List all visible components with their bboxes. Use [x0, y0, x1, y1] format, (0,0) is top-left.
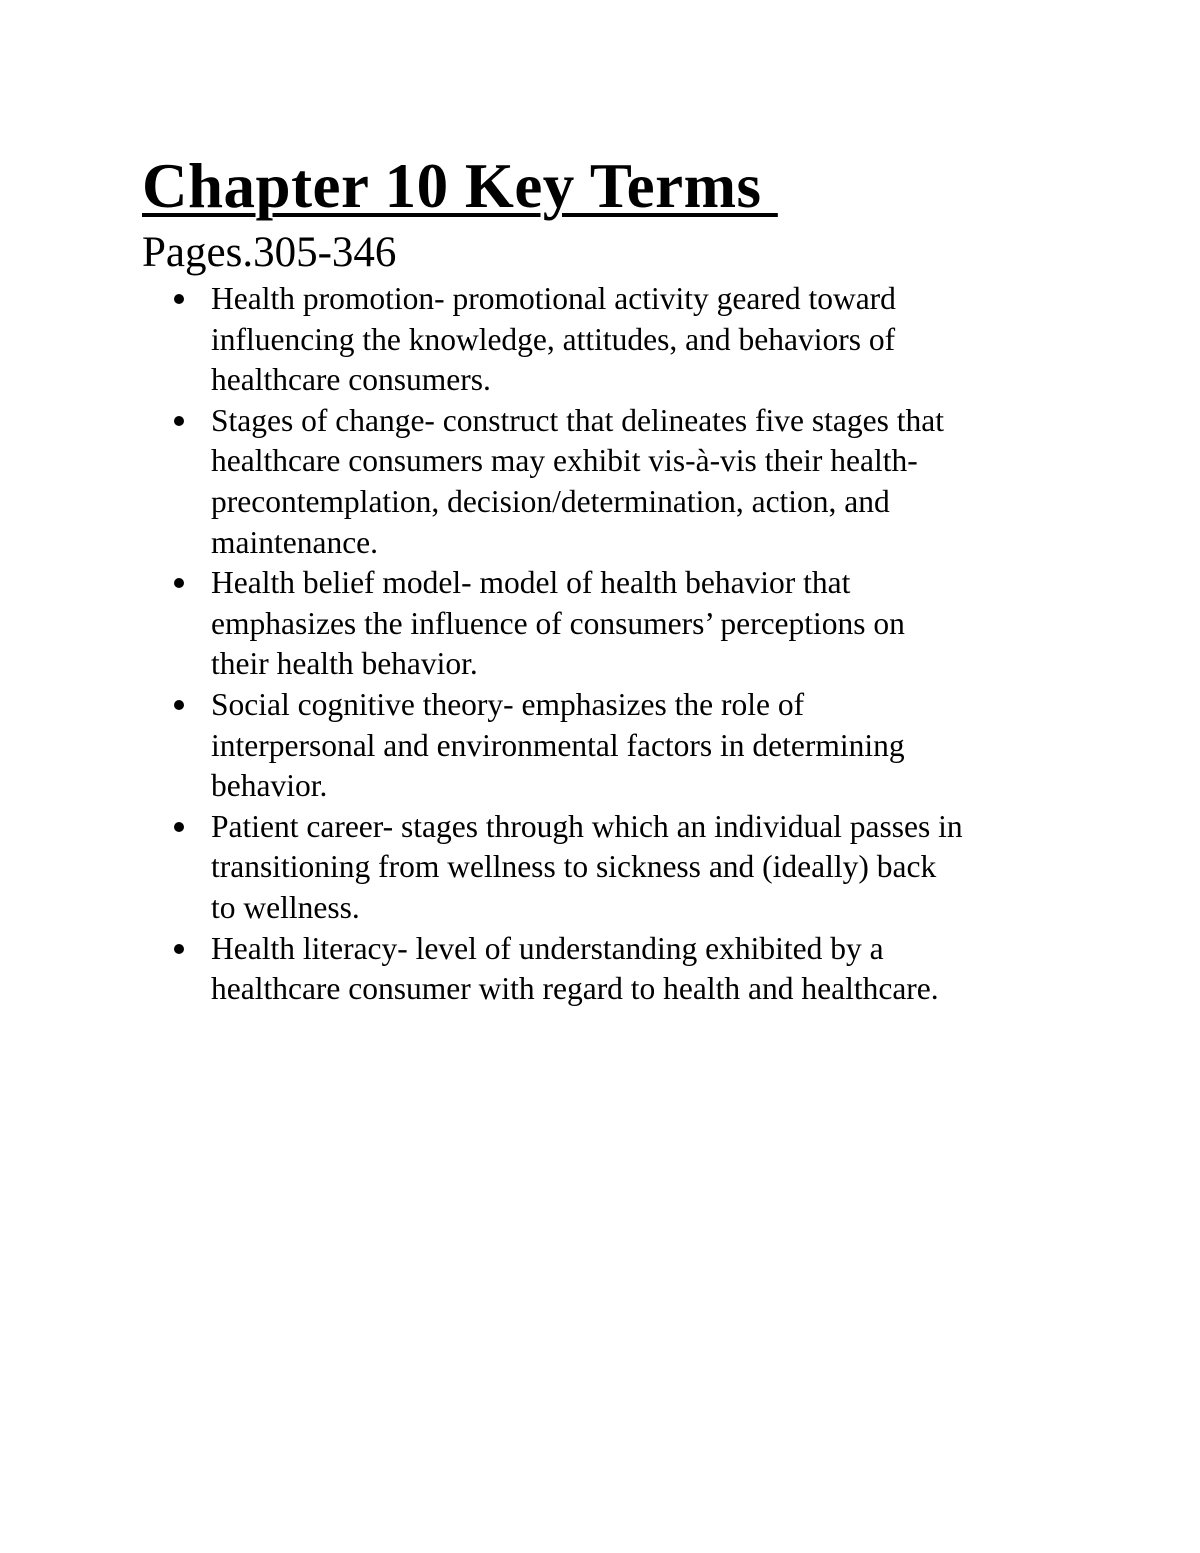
- list-item: [168, 685, 1068, 807]
- term-line: healthcare consumer with regard to health and healthcare.: [211, 971, 939, 1007]
- list-item: [168, 401, 1068, 563]
- term-line: Health promotion- promotional activity geared toward: [211, 281, 896, 316]
- term-line: healthcare consumers.: [211, 362, 491, 398]
- bullet-icon: [174, 700, 184, 710]
- term-line: healthcare consumers may exhibit vis-à-vis their health-: [211, 443, 918, 479]
- list-item: [168, 563, 1068, 685]
- term-line: Social cognitive theory- emphasizes the role of: [211, 686, 805, 722]
- bullet-icon: [174, 822, 184, 832]
- key-terms-list: [168, 279, 1068, 1010]
- term-line: behavior.: [211, 768, 328, 804]
- bullet-icon: [174, 578, 184, 588]
- bullet-icon: [174, 944, 184, 954]
- list-item: [168, 929, 1068, 1010]
- term-line: their health behavior.: [211, 646, 478, 682]
- bullet-icon: [174, 294, 184, 304]
- page-title: Chapter 10 Key Terms: [142, 151, 778, 221]
- list-item: [168, 279, 1068, 401]
- term-line: transitioning from wellness to sickness and (ideally) back: [211, 849, 937, 885]
- bullet-icon: [174, 416, 184, 426]
- term-line: to wellness.: [211, 889, 360, 925]
- term-line: Patient career- stages through which an individual passes in: [211, 808, 963, 844]
- term-line: influencing the knowledge, attitudes, and behaviors of: [211, 321, 896, 357]
- term-line: maintenance.: [211, 524, 379, 560]
- term-line: emphasizes the influence of consumers’ perceptions on: [211, 605, 905, 641]
- term-line: Health literacy- level of understanding exhibited by a: [211, 930, 884, 966]
- term-line: interpersonal and environmental factors in determining: [211, 727, 905, 763]
- list-item: [168, 807, 1068, 929]
- term-line: Stages of change- construct that delineates five stages that: [211, 402, 944, 438]
- term-line: Health belief model- model of health behavior that: [211, 565, 851, 601]
- page-range: Pages.305-346: [142, 229, 397, 276]
- term-line: precontemplation, decision/determination, action, and: [211, 483, 890, 519]
